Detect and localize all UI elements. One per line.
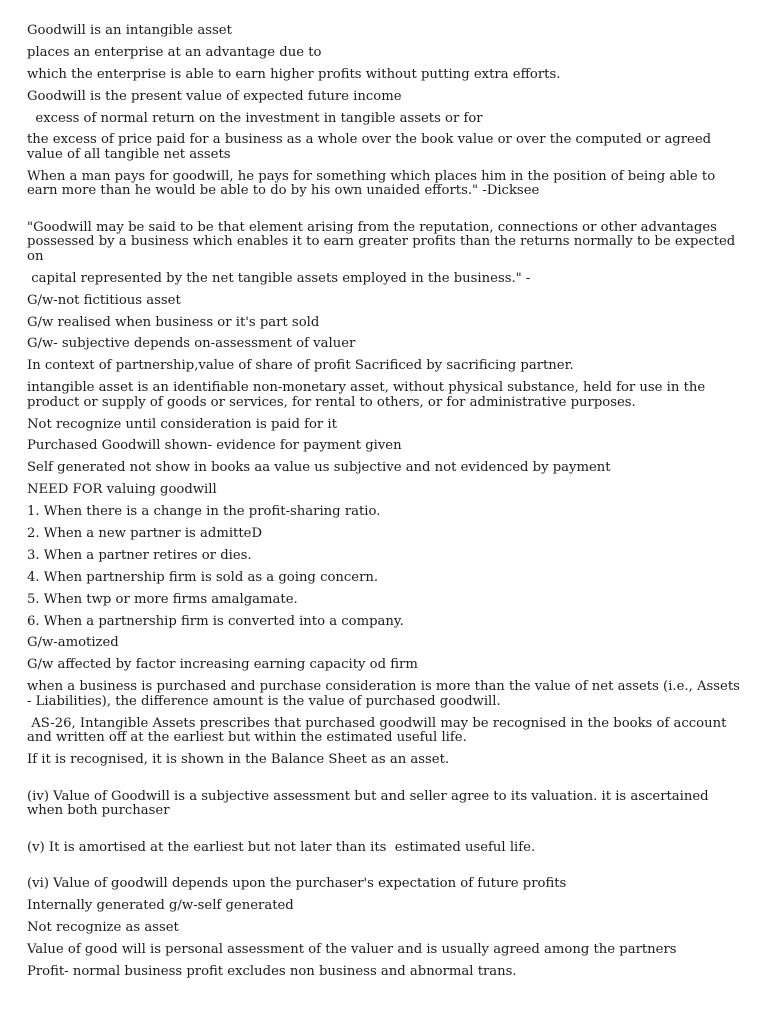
- text-line: G/w-amotized: [27, 635, 119, 651]
- text-line: 5. When twp or more firms amalgamate.: [27, 591, 298, 607]
- text-line: G/w affected by factor increasing earning capacity od firm: [27, 657, 418, 673]
- text-line: Self generated not show in books aa value us subjective and not evidenced by payment: [27, 460, 611, 476]
- text-line: which the enterprise is able to earn higher profits without putting extra efforts.: [27, 66, 561, 82]
- text-line: Value of good will is personal assessment of the valuer and is usually agreed among the partners: [27, 941, 677, 957]
- text-line: intangible asset is an identifiable non-monetary asset, without physical substance, held for use in the product or supply of goods or services, for rental to others, or for administrative purposes.: [27, 380, 710, 410]
- text-line: Goodwill is an intangible asset: [27, 23, 232, 38]
- text-line: 1. When there is a change in the profit-sharing ratio.: [27, 504, 381, 520]
- text-line: (v) It is amortised at the earliest but not later than its estimated useful life.: [27, 839, 536, 855]
- text-line: 6. When a partnership firm is converted into a company.: [27, 613, 404, 629]
- text-line: 4. When partnership firm is sold as a going concern.: [27, 569, 379, 585]
- text-line: When a man pays for goodwill, he pays for something which places him in the position of being able to earn more than he would be able to do by his own unaided efforts." -Dicksee: [27, 168, 720, 199]
- text-line: 3. When a partner retires or dies.: [27, 547, 252, 563]
- text-line: when a business is purchased and purchase consideration is more than the value of net assets (i.e., Assets - Liabilities), the difference amount is the value of purchased goodwill.: [27, 679, 745, 709]
- text-line: Purchased Goodwill shown- evidence for payment given: [27, 438, 402, 454]
- text-line: the excess of price paid for a business as a whole over the book value or over the computed or agreed value of all tangible net assets: [27, 132, 716, 162]
- text-line: Profit- normal business profit excludes non business and abnormal trans.: [27, 963, 517, 979]
- text-line: Internally generated g/w-self generated: [27, 897, 294, 913]
- text-line: 2. When a new partner is admitteD: [27, 526, 263, 542]
- text-line: "Goodwill may be said to be that element arising from the reputation, connections or other advantages possessed by a business which enables it to earn greater profits than the returns normally to be expected on: [27, 219, 740, 264]
- document-body: [27, 24, 743, 987]
- text-line: Not recognize until consideration is paid for it: [27, 416, 337, 432]
- text-line: G/w realised when business or it's part sold: [27, 314, 320, 330]
- text-line: capital represented by the net tangible assets employed in the business." -: [27, 270, 531, 286]
- text-line: excess of normal return on the investment in tangible assets or for: [27, 110, 483, 126]
- text-line: Not recognize as asset: [27, 919, 179, 935]
- text-line: AS-26, Intangible Assets prescribes that purchased goodwill may be recognised in the books of account and written off at the earliest but within the estimated useful life.: [27, 715, 731, 746]
- text-line: Goodwill is the present value of expected future income: [27, 88, 402, 104]
- text-line: If it is recognised, it is shown in the Balance Sheet as an asset.: [27, 752, 450, 768]
- text-line: places an enterprise at an advantage due to: [27, 44, 322, 60]
- text-line: (vi) Value of goodwill depends upon the purchaser's expectation of future profits: [27, 876, 567, 892]
- text-line: NEED FOR valuing goodwill: [27, 482, 217, 498]
- text-line: G/w-not fictitious asset: [27, 292, 181, 308]
- text-line: (iv) Value of Goodwill is a subjective assessment but and seller agree to its valuation. it is ascertained when both purchaser: [27, 788, 713, 819]
- text-line: G/w- subjective depends on-assessment of valuer: [27, 336, 356, 352]
- text-line: In context of partnership,value of share of profit Sacrificed by sacrificing partner.: [27, 358, 574, 374]
